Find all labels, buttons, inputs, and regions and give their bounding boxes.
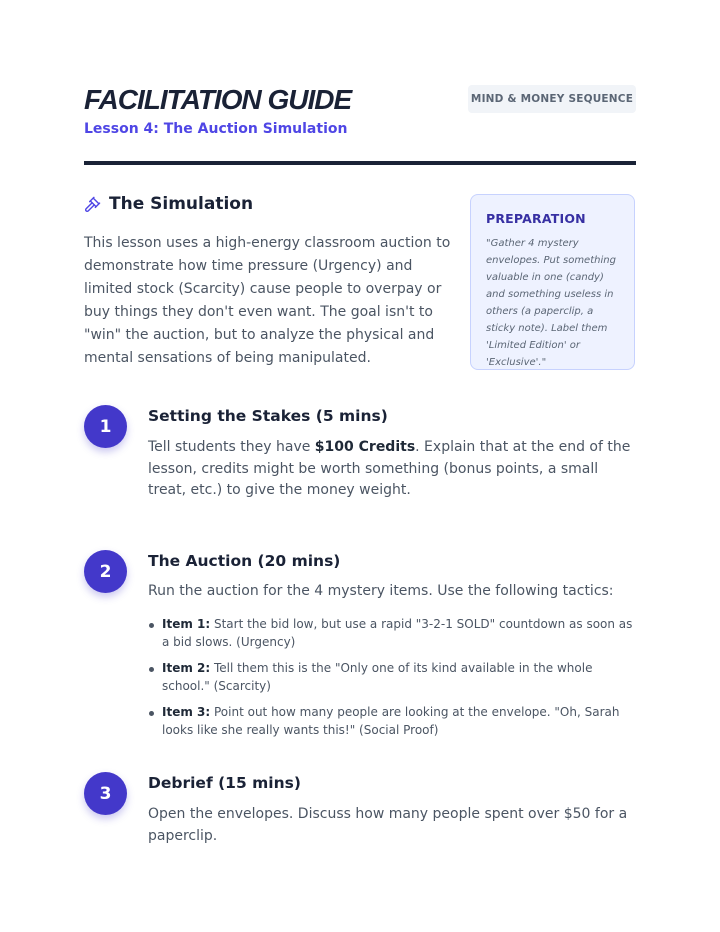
step-body-2: Run the auction for the 4 mystery items. Use the following tactics: — [148, 583, 614, 599]
bullet-icon — [149, 711, 154, 716]
step-body-1-rest: . Explain that at the end of the lesson, credits might be worth something (bonus points, a small treat, etc.) to give the money weight. — [148, 439, 631, 498]
step-number-1: 1 — [84, 405, 127, 448]
step-body-3: Open the envelopes. Discuss how many people spent over $50 for a paperclip. — [148, 806, 628, 844]
step-title-1: Setting the Stakes (5 mins) — [148, 407, 388, 425]
tactic-label: Item 1: — [162, 617, 211, 631]
tactic-text: Tell them this is the "Only one of its kind available in the whole school." (Scarcity) — [162, 661, 593, 693]
bullet-icon — [149, 667, 154, 672]
header-divider — [84, 161, 636, 165]
tactic-text: Start the bid low, but use a rapid "3-2-1 SOLD" countdown as soon as a bid slows. (Urgency) — [162, 617, 633, 649]
simulation-description: This lesson uses a high-energy classroom auction to demonstrate how time pressure (Urgency) and limited stock (Scarcity) cause people to overpay or buy things they don't even want. The goal isn't to "win" the auction, but to analyze the physical and mental sensations of being manipulated. — [84, 235, 451, 366]
preparation-title: PREPARATION — [486, 211, 586, 226]
sequence-badge: MIND & MONEY SEQUENCE — [468, 85, 636, 113]
step-number-3: 3 — [84, 772, 127, 815]
preparation-text: "Gather 4 mystery envelopes. Put something valuable in one (candy) and something useless in others (a paperclip, a sticky note). Label them 'Limited Edition' or 'Exclusive'." — [486, 238, 616, 368]
bullet-icon — [149, 623, 154, 628]
tactic-label: Item 3: — [162, 705, 211, 719]
simulation-heading — [84, 194, 253, 214]
step-body-1-intro: Tell students they have — [148, 439, 315, 455]
step-body-1 — [148, 437, 636, 502]
step-number-2: 2 — [84, 550, 127, 593]
tactic-text: Point out how many people are looking at the envelope. "Oh, Sarah looks like she really wants this!" (Social Proof) — [162, 705, 620, 737]
step-title-3: Debrief (15 mins) — [148, 774, 301, 792]
lesson-subtitle: Lesson 4: The Auction Simulation — [84, 121, 348, 137]
simulation-title: The Simulation — [109, 194, 254, 214]
preparation-box — [470, 194, 635, 370]
tactics-list — [148, 616, 636, 748]
list-item — [148, 660, 636, 695]
page-title: FACILITATION GUIDE — [84, 84, 352, 115]
credits-amount: $100 Credits — [314, 439, 416, 455]
list-item — [148, 616, 636, 651]
gavel-icon — [84, 196, 101, 213]
list-item — [148, 704, 636, 739]
step-title-2: The Auction (20 mins) — [148, 552, 341, 570]
tactic-label: Item 2: — [162, 661, 211, 675]
